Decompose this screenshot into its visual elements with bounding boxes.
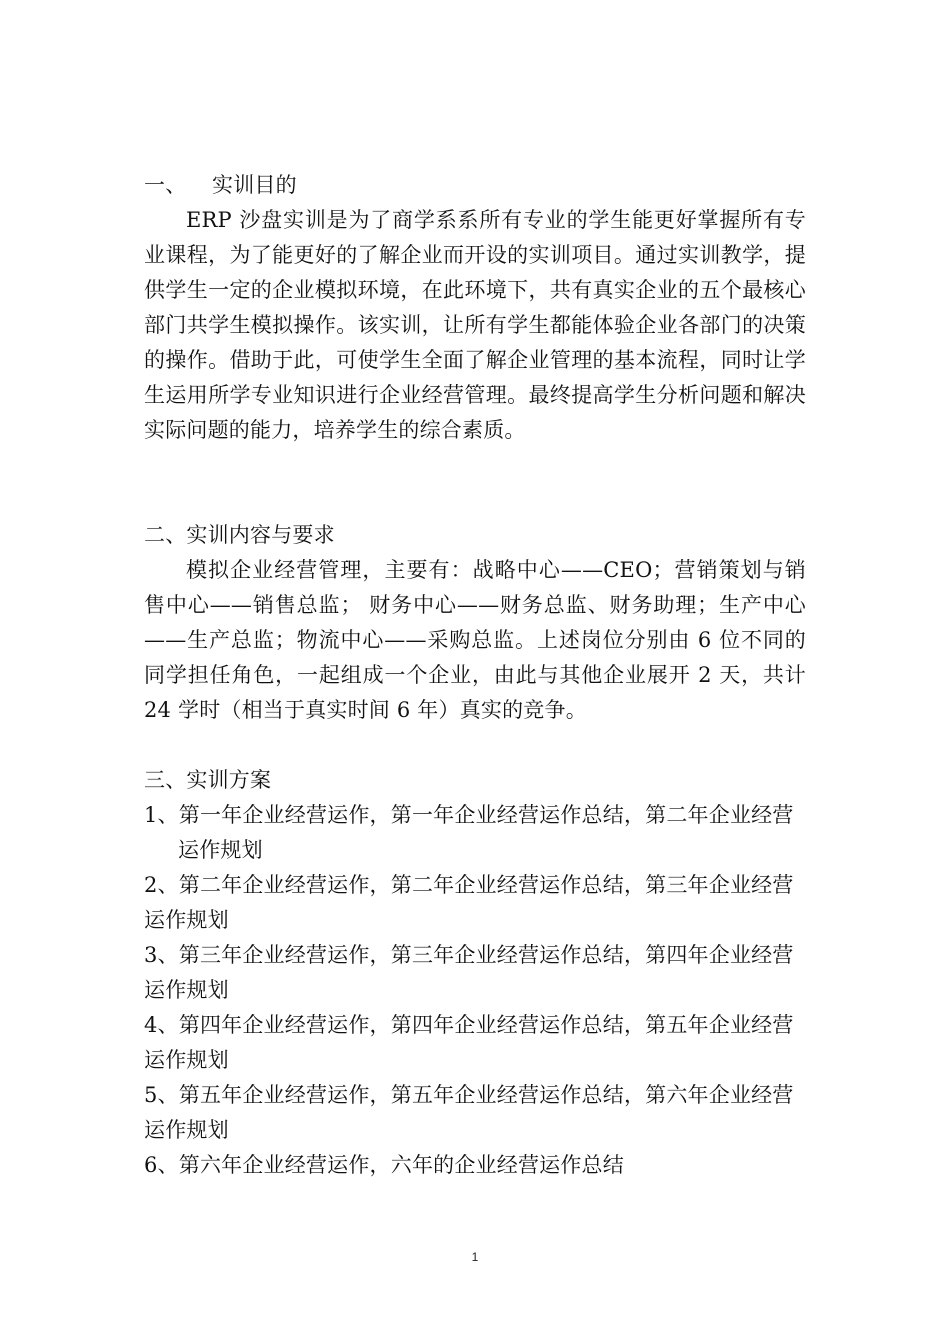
section-paragraph: ERP 沙盘实训是为了商学系系所有专业的学生能更好掌握所有专业课程，为了能更好的了解企业而开设的实训项目。通过实训教学，提供学生一定的企业模拟环境，在此环境下，共有真实企业的五个最核心部门共学生模拟操作。该实训，让所有学生都能体验企业各部门的决策的操作。借助于此，可使学生全面了解企业管理的基本流程，同时让学生运用所学专业知识进行企业经营管理。最终提高学生分析问题和解决实际问题的能力，培养学生的综合素质。 — [144, 208, 806, 442]
document-body — [144, 168, 806, 1183]
list-item: 2、第二年企业经营运作，第二年企业经营运作总结，第三年企业经营运作规划 — [144, 873, 794, 932]
section-training-purpose — [144, 168, 806, 448]
heading-text: 实训目的 — [212, 173, 297, 197]
section-heading: 二、实训内容与要求 — [144, 523, 335, 547]
list-item: 3、第三年企业经营运作，第三年企业经营运作总结，第四年企业经营运作规划 — [144, 943, 794, 1002]
page-number: 1 — [471, 1250, 479, 1264]
section-heading — [144, 168, 806, 203]
section-spacer — [144, 448, 806, 518]
section-paragraph: 模拟企业经营管理，主要有：战略中心——CEO；营销策划与销售中心——销售总监； 财务中心——财务总监、财务助理；生产中心——生产总监；物流中心——采购总监。上述岗位分别由 6 位不同的同学担任角色，一起组成一个企业，由此与其他企业展开 2 天，共计 24 学时（相当于真实时间 6 年）真实的竞争。 — [144, 558, 806, 722]
list-item: 5、第五年企业经营运作，第五年企业经营运作总结，第六年企业经营运作规划 — [144, 1083, 794, 1142]
list-item: 1、第一年企业经营运作，第一年企业经营运作总结，第二年企业经营运作规划 — [144, 803, 794, 862]
section-training-plan — [144, 763, 806, 1183]
section-heading: 三、实训方案 — [144, 768, 272, 792]
section-training-content — [144, 518, 806, 728]
section-spacer — [144, 728, 806, 763]
list-item: 6、第六年企业经营运作，六年的企业经营运作总结 — [144, 1153, 624, 1177]
plan-list — [144, 798, 806, 1183]
heading-number: 一、 — [144, 173, 187, 197]
list-item: 4、第四年企业经营运作，第四年企业经营运作总结，第五年企业经营运作规划 — [144, 1013, 794, 1072]
